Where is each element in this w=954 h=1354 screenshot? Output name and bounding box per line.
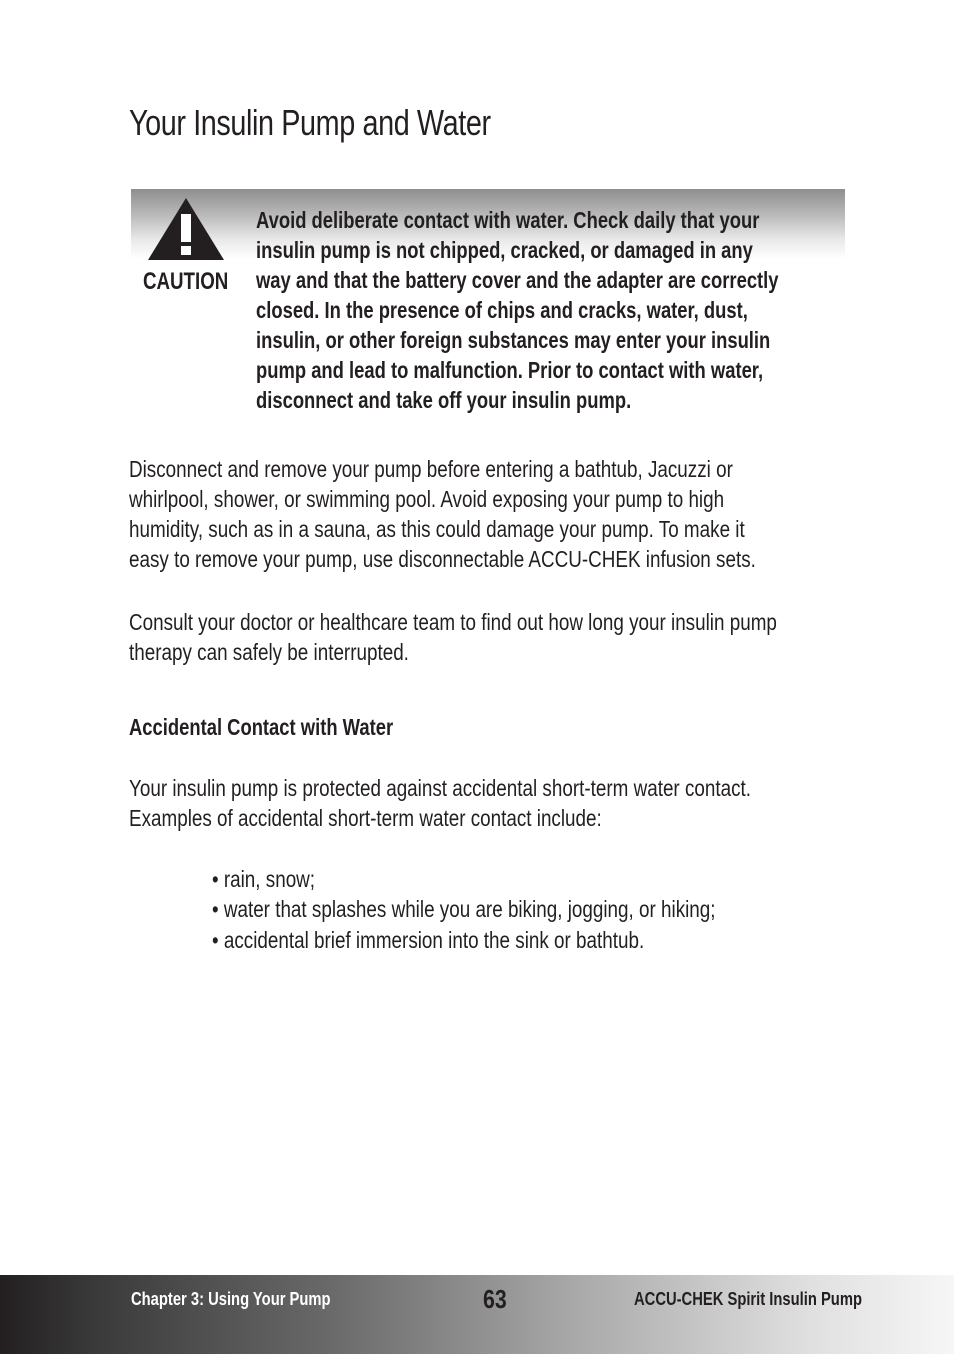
section-heading: Accidental Contact with Water (129, 714, 394, 740)
paragraph-line: humidity, such as in a sauna, as this could damage your pump. To make it (129, 516, 745, 542)
page-number: 63 (483, 1284, 507, 1314)
bullet-item: • water that splashes while you are biking, jogging, or hiking; (212, 896, 716, 922)
caution-text-line: closed. In the presence of chips and cracks, water, dust, (256, 297, 748, 323)
paragraph-line: Your insulin pump is protected against accidental short-term water contact. (129, 775, 752, 801)
bullet-item: • rain, snow; (212, 866, 316, 892)
footer-product-name: ACCU-CHEK Spirit Insulin Pump (634, 1289, 862, 1309)
caution-text-line: Avoid deliberate contact with water. Check daily that your (256, 207, 760, 233)
paragraph-line: whirlpool, shower, or swimming pool. Avoid exposing your pump to high (129, 486, 725, 512)
page-title: Your Insulin Pump and Water (129, 102, 491, 143)
paragraph-line: therapy can safely be interrupted. (129, 639, 409, 665)
caution-text-line: insulin, or other foreign substances may enter your insulin (256, 327, 771, 353)
warning-triangle-icon (146, 196, 226, 262)
caution-text-line: insulin pump is not chipped, cracked, or damaged in any (256, 237, 753, 263)
caution-text-line: pump and lead to malfunction. Prior to contact with water, (256, 357, 764, 383)
caution-label: CAUTION (143, 268, 229, 295)
page-footer (0, 1275, 954, 1354)
paragraph-line: Examples of accidental short-term water contact include: (129, 805, 602, 831)
paragraph-line: Disconnect and remove your pump before entering a bathtub, Jacuzzi or (129, 456, 733, 482)
caution-text-line: disconnect and take off your insulin pump. (256, 387, 632, 413)
paragraph-line: easy to remove your pump, use disconnectable ACCU-CHEK infusion sets. (129, 546, 756, 572)
caution-text-line: way and that the battery cover and the adapter are correctly (256, 267, 779, 293)
bullet-item: • accidental brief immersion into the sink or bathtub. (212, 927, 645, 953)
footer-chapter: Chapter 3: Using Your Pump (131, 1289, 331, 1309)
paragraph-line: Consult your doctor or healthcare team to find out how long your insulin pump (129, 609, 777, 635)
